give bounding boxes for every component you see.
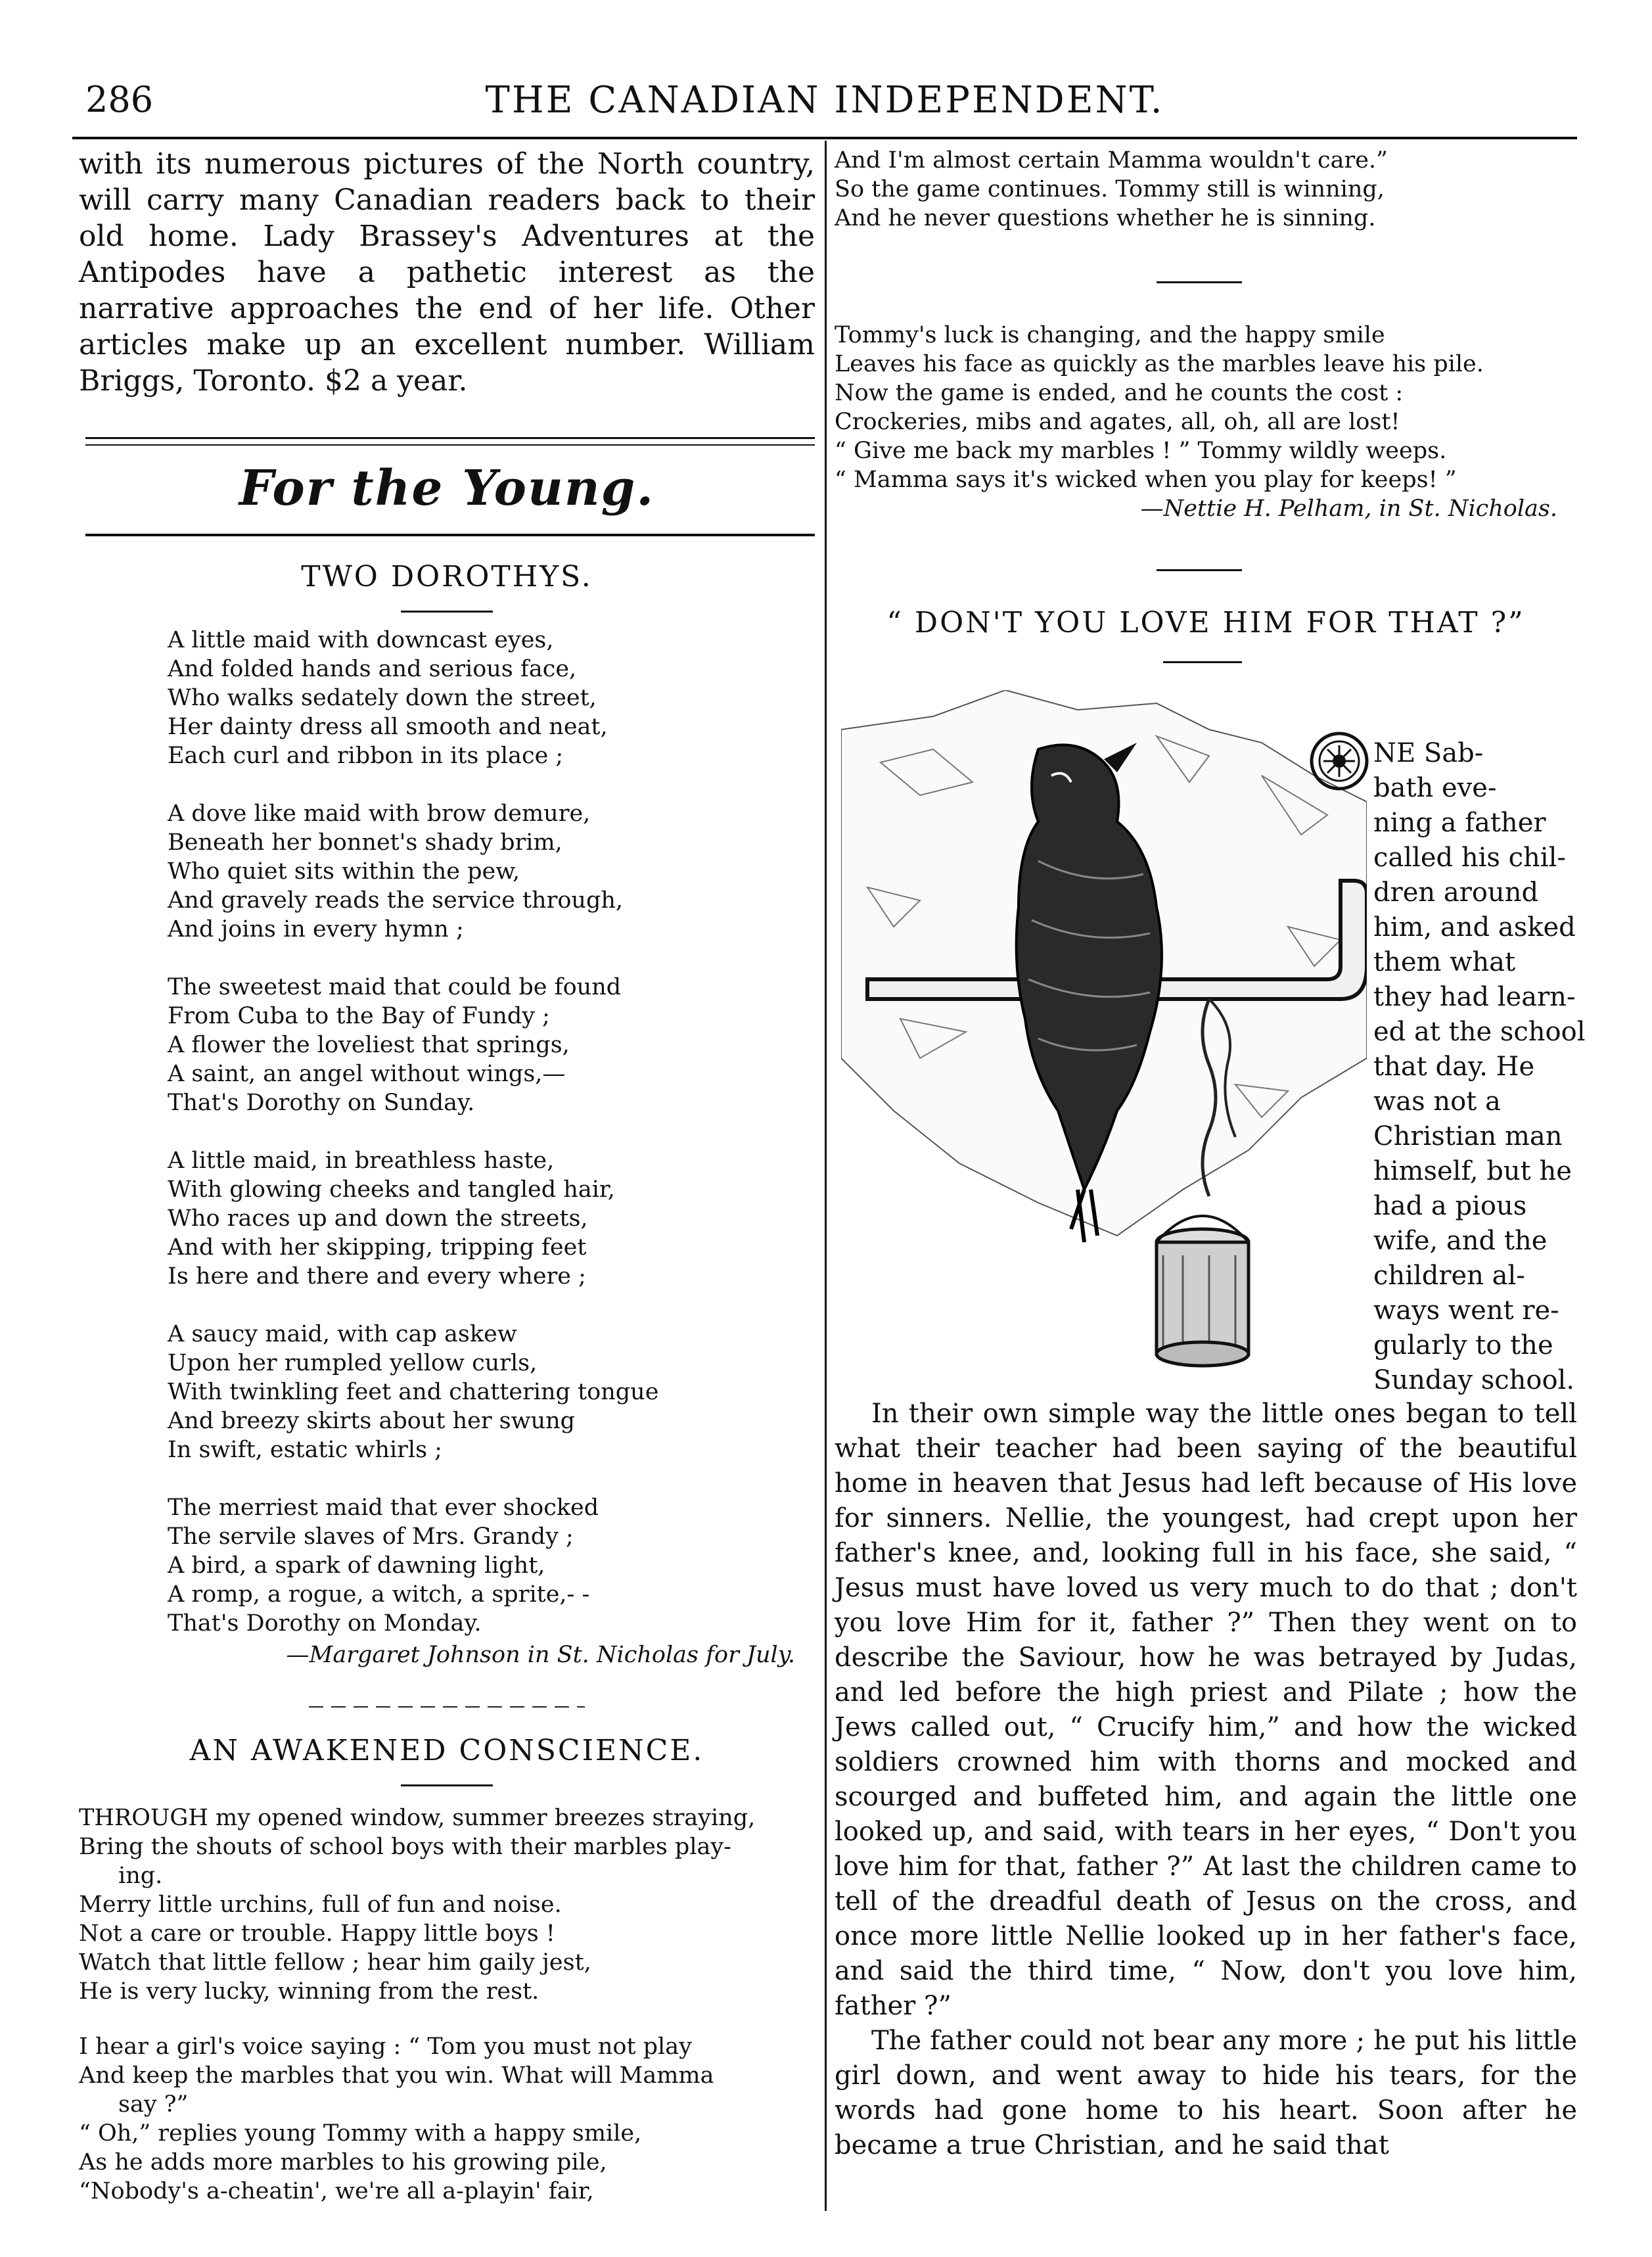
page-header [72,79,1577,131]
for-the-young-heading-block [79,460,815,517]
poem-line: The sweetest maid that could be found [168,974,622,1000]
stanza-5 [168,1320,815,1464]
poem-line: “ Mamma says it's wicked when you play for keeps! ” [835,467,1457,493]
wrapped-line: gularly to the [1373,1330,1553,1361]
bird-on-perch-image [841,690,1367,1384]
poem-awakened-conscience [79,1734,815,2206]
story-paragraph-2: The father could not bear any more ; he put his little girl down, and went away to hide his tears, for the words had gone home to his heart. Soon after he became a true Christian, and he said that [835,2026,1577,2160]
stanza-1 [168,626,815,770]
poem-line: And folded hands and serious face, [168,656,577,682]
story-body [835,1397,1577,2163]
poem-line: THROUGH my opened window, summer breezes straying, [79,1805,756,1831]
poem-line: And with her skipping, tripping feet [168,1234,587,1261]
wrapped-line: wife, and the [1373,1226,1548,1256]
stanza-6 [168,1493,815,1638]
short-separator [1157,281,1242,283]
stanza-2 [168,799,815,944]
title-underline [401,611,493,613]
poem-line: Watch that little fellow ; hear him gaily jest, [79,1949,591,1976]
poem-title: AN AWAKENED CONSCIENCE. [189,1734,704,1767]
story-wrapped-lines [1373,736,1586,1398]
poem-line: Tommy's luck is changing, and the happy smile [835,322,1385,348]
section-double-rule-top [85,437,815,439]
poem-line: And keep the marbles that you win. What will Mamma [79,2062,714,2089]
stanza-3 [168,973,815,1117]
wrapped-line: called his chil- [1373,843,1566,873]
right-column-poem-continued [835,146,1577,233]
poem-line: The servile slaves of Mrs. Grandy ; [168,1524,574,1550]
left-column [79,146,815,399]
wrapped-line-first [1373,736,1577,771]
story-paragraph-1: In their own simple way the little ones began to tell what their teacher had been saying of the beautiful home in heaven that Jesus had left because of His love for sinners. Nellie, the youngest, had crept upon her father's knee, and, looking full in his face, she said, “ Jesus must have loved us very much to do that ; don't you love Him for it, father ?” Then they went on to describe the Saviour, how he was betrayed by Judas, and led before the high priest and Pilate ; how the Jews called out, “ Crucify him,” and how the wicked soldiers crowned him with thorns and mocked and scourged and buffeted him, and again the little one looked up, and said, with tears in her eyes, “ Don't you love him for that, father ?” At last the children came to tell of the dreadful death of Jesus on the cross, and once more little Nellie looked up in her father's face, and said the third time, “ Now, don't you love him, father ?” [835,1399,1577,2021]
poem-line: A little maid with downcast eyes, [168,627,554,653]
header-rule [72,137,1577,139]
poem-line: say ?” [118,2091,189,2118]
story-title: “ DON'T YOU LOVE HIM FOR THAT ?” [886,606,1525,640]
poem-line: A flower the loveliest that springs, [168,1032,570,1058]
poem-line: That's Dorothy on Monday. [168,1610,482,1637]
dashed-separator [309,1706,585,1708]
wrapped-line: Christian man [1373,1121,1563,1152]
poem-line: From Cuba to the Bay of Fundy ; [168,1003,550,1029]
poem-two-dorothys [79,560,815,1669]
poem-line: ing. [118,1863,163,1889]
story-title-block [835,606,1577,640]
poem-continued-part-a [835,146,1577,233]
poem-stanza-1 [79,1803,815,2006]
poem-line: And breezy skirts about her swung [168,1408,576,1434]
poem-attribution: —Nettie H. Pelham, in St. Nicholas. [1140,496,1557,522]
poem-line: Who walks sedately down the street, [168,685,597,711]
poem-line: “Nobody's a-cheatin', we're all a-playin' fair, [79,2178,594,2204]
poem-line: I hear a girl's voice saying : “ Tom you must not play [79,2034,692,2060]
poem-line: A saucy maid, with cap askew [168,1321,517,1347]
poem-line: Her dainty dress all smooth and neat, [168,714,608,740]
bird-illustration [841,690,1367,1384]
wrapped-line: NE Sab- [1373,738,1484,768]
poem-line: Now the game is ended, and he counts the cost : [835,380,1404,406]
poem-continued-part-b [835,321,1577,494]
wrapped-line: they had learn- [1373,982,1576,1012]
wrapped-line: children al- [1373,1261,1525,1291]
wrapped-line: dren around [1373,877,1539,908]
wrapped-line: ways went re- [1373,1295,1559,1326]
poem-line: A dove like maid with brow demure, [168,801,591,827]
poem-line: As he adds more marbles to his growing pile, [79,2149,607,2176]
poem-line: The merriest maid that ever shocked [168,1495,599,1521]
poem-line: Who races up and down the streets, [168,1205,588,1232]
poem-line: “ Oh,” replies young Tommy with a happy smile, [79,2120,642,2147]
wrapped-line: ning a father [1373,808,1546,838]
poem-line: Who quiet sits within the pew, [168,858,520,885]
poem-line: “ Give me back my marbles ! ” Tommy wildly weeps. [835,438,1447,464]
intro-paragraph: with its numerous pictures of the North country, will carry many Canadian readers back to their old home. Lady Brassey's Adventures at the Antipodes have a pathetic interest as the narrative approaches the end of her life. Other articles make up an excellent number. William Briggs, Toronto. $2 a year. [79,147,815,398]
page-number: 286 [85,79,154,120]
poem-line: Merry little urchins, full of fun and noise. [79,1892,562,1918]
poem-stanza-2 [79,2032,815,2206]
poem-body [79,626,815,1638]
poem-line: Is here and there and every where ; [168,1263,586,1290]
poem-attribution: —Margaret Johnson in St. Nicholas for July. [286,1642,795,1668]
wrapped-line: them what [1373,947,1516,977]
poem-line: Beneath her bonnet's shady brim, [168,829,562,856]
poem-line: A little maid, in breathless haste, [168,1148,555,1174]
poem-line: And joins in every hymn ; [168,916,464,942]
poem-line: Upon her rumpled yellow curls, [168,1350,538,1376]
title-underline [401,1784,493,1786]
wrapped-line: ed at the school [1373,1017,1586,1047]
poem-line: He is very lucky, winning from the rest. [79,1978,539,2005]
wrapped-line: had a pious [1373,1191,1527,1221]
poem-line: So the game continues. Tommy still is winning, [835,176,1385,202]
poem-title: TWO DOROTHYS. [301,560,593,593]
poem-line: That's Dorothy on Sunday. [168,1090,475,1116]
poem-line: And he never questions whether he is sinning. [835,205,1376,231]
short-separator [1157,569,1242,571]
wrapped-line: Sunday school. [1373,1365,1575,1395]
poem-line: Not a care or trouble. Happy little boys ! [79,1920,555,1947]
poem-line: Bring the shouts of school boys with their marbles play- [79,1834,731,1860]
story-paragraphs [835,1397,1577,2163]
stanza-4 [168,1146,815,1291]
section-heading: For the Young. [239,460,655,517]
poem-line: Each curl and ribbon in its place ; [168,743,564,769]
wrapped-line: was not a [1373,1086,1501,1117]
wrapped-line: him, and asked [1373,912,1576,942]
wrapped-lines-list [1373,736,1586,1398]
wrapped-line: bath eve- [1373,773,1497,803]
poem-line: With glowing cheeks and tangled hair, [168,1176,615,1203]
poem-line: A bird, a spark of dawning light, [168,1552,545,1579]
poem-line: And gravely reads the service through, [168,887,624,914]
poem-line: Crockeries, mibs and agates, all, oh, all are lost! [835,409,1400,435]
column-divider [825,141,827,2211]
story-title-underline [1163,661,1242,663]
wrapped-line: that day. He [1373,1052,1535,1082]
wrapped-line: himself, but he [1373,1156,1572,1186]
right-column-poem-part-b [835,321,1577,523]
poem-line: In swift, estatic whirls ; [168,1437,442,1463]
poem-line: And I'm almost certain Mamma wouldn't care.” [835,147,1388,174]
poem-line: A romp, a rogue, a witch, a sprite,- - [168,1581,590,1608]
section-double-rule-bottom [85,444,815,446]
poem-line: A saint, an angel without wings,— [168,1061,566,1087]
ornamental-drop-cap-o-icon [1308,730,1371,793]
poem-line: Leaves his face as quickly as the marbles leave his pile. [835,351,1484,377]
publication-title: THE CANADIAN INDEPENDENT. [485,79,1164,122]
section-heading-rule [85,534,815,536]
poem-line: With twinkling feet and chattering tongue [168,1379,659,1405]
